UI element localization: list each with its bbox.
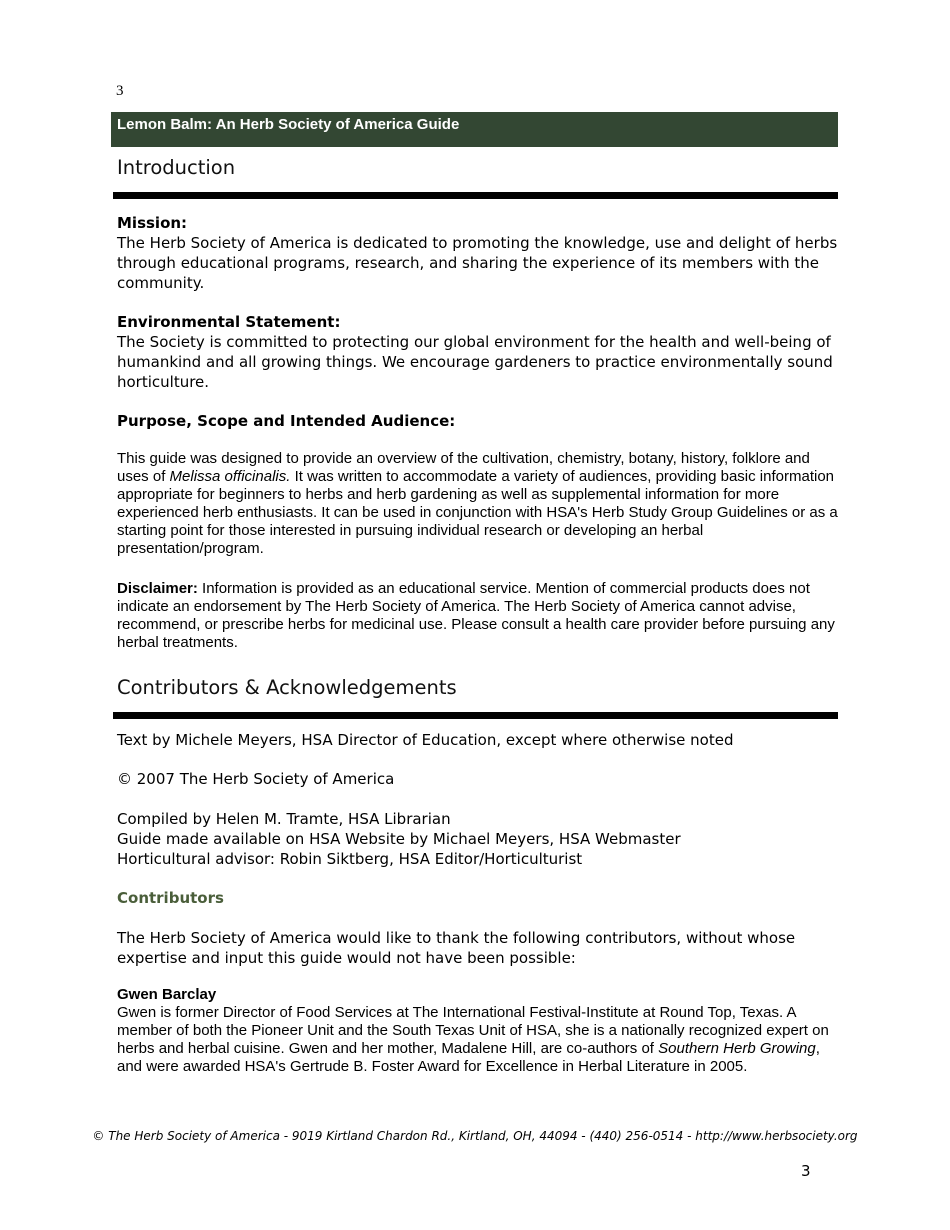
contributor-entry — [117, 986, 841, 1076]
page-number-top: 3 — [116, 83, 124, 99]
contributors-rule — [113, 712, 838, 719]
purpose-text: This guide was designed to provide an overview of the cultivation, chemistry, botany, history, folklore and uses of Melissa officinalis. It was written to accommodate a variety of audiences, providing basic information appropriate for beginners to herbs and herb gardening as well as supplemental information for more experienced herb enthusiasts. It can be used in conjunction with HSA's Herb Study Group Guidelines or as a starting point for those interested in pursuing individual research or developing an herbal presentation/program. — [117, 450, 838, 557]
compiled-line: Compiled by Helen M. Tramte, HSA Librarian — [117, 810, 451, 828]
introduction-heading: Introduction — [117, 156, 236, 179]
disclaimer-label: Disclaimer: — [117, 580, 198, 597]
text-by-line: Text by Michele Meyers, HSA Director of Education, except where otherwise noted — [117, 731, 734, 749]
purpose-label: Purpose, Scope and Intended Audience: — [117, 412, 456, 430]
environmental-section — [117, 312, 841, 392]
advisor-line: Horticultural advisor: Robin Siktberg, HSA Editor/Horticulturist — [117, 850, 583, 868]
contributor-name: Gwen Barclay — [117, 986, 217, 1003]
introduction-rule — [113, 192, 838, 199]
page-number-bottom: 3 — [801, 1162, 811, 1180]
contributors-heading: Contributors & Acknowledgements — [117, 676, 457, 699]
mission-text: The Herb Society of America is dedicated to promoting the knowledge, use and delight of herbs through educational programs, research, and sharing the experience of its members with the community. — [117, 234, 838, 292]
environmental-label: Environmental Statement: — [117, 313, 341, 331]
mission-label: Mission: — [117, 214, 188, 232]
guide-banner — [111, 112, 838, 147]
footer-address: © The Herb Society of America - 9019 Kirtland Chardon Rd., Kirtland, OH, 44094 - (440) 256-0514 - http://www.herbsociety.org — [92, 1129, 858, 1143]
credits-block — [117, 809, 841, 869]
banner-title: Lemon Balm: An Herb Society of America Guide — [117, 116, 460, 133]
environmental-text: The Society is committed to protecting our global environment for the health and well-being of humankind and all growing things. We encourage gardeners to practice environmentally sound horticulture. — [117, 333, 833, 391]
mission-section — [117, 213, 841, 293]
species-name: Melissa officinalis. — [169, 468, 291, 485]
copyright-line: © 2007 The Herb Society of America — [117, 770, 395, 788]
thanks-text: The Herb Society of America would like to thank the following contributors, without whose expertise and input this guide would not have been possible: — [117, 929, 796, 967]
contributor-bio: Gwen is former Director of Food Services at The International Festival-Institute at Round Top, Texas. A member of both the Pioneer Unit and the South Texas Unit of HSA, she is a nationally recognized expert on herbs and herbal cuisine. Gwen and her mother, Madalene Hill, are co-authors of Southern Herb Growing, and were awarded HSA's Gertrude B. Foster Award for Excellence in Herbal Literature in 2005. — [117, 1004, 829, 1075]
website-line: Guide made available on HSA Website by Michael Meyers, HSA Webmaster — [117, 830, 681, 848]
disclaimer-text: Disclaimer: Information is provided as an educational service. Mention of commercial products does not indicate an endorsement by The Herb Society of America. The Herb Society of America cannot advise, recommend, or prescribe herbs for medicinal use. Please consult a health care provider before pursuing any herbal treatments. — [117, 580, 835, 651]
contributors-subheading: Contributors — [117, 889, 224, 907]
book-title: Southern Herb Growing — [658, 1040, 816, 1057]
